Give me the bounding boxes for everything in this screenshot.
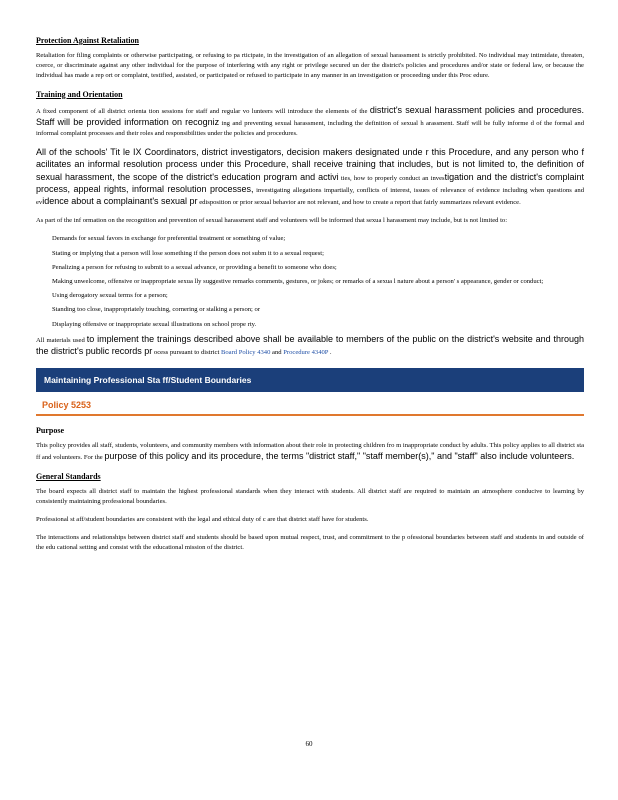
text-run: investigating allegations impartially, conflicts of interest, issues of relevance of evidence including when questions and ev: [36, 186, 584, 207]
bullet-list: [36, 234, 584, 329]
paragraph-training-3: As part of the inf ormation on the recognition and prevention of sexual harassment staff and volunteers will be informed that sexua l harassment may include, but is not limited to:: [36, 217, 508, 225]
list-item: [36, 249, 584, 259]
page-number: 60: [305, 740, 313, 748]
bullet-icon: [36, 320, 52, 330]
text-run: idence about a complainant's sexual pr: [42, 196, 198, 207]
board-policy-link[interactable]: Board Policy 4340: [220, 349, 271, 357]
list-item-text: Standing too close, inappropriately touching, cornering or stalking a person; or: [52, 306, 261, 314]
bullet-icon: [36, 305, 52, 315]
list-item: [36, 263, 584, 273]
bullet-icon: [36, 277, 52, 287]
text-run: ing and preventing sexual harassment, including the definition of sexual h arassment. Staff will be fully informe d of the formal and informal complaint processes and their roles and responsibilities under the policies and procedures.: [36, 119, 585, 138]
text-run: edisposition or prior sexual behavior are not relevant, and how to create a report that fairly summarizes relevant evidence.: [197, 199, 521, 207]
text-run: to implement the trainings described above shall be available to members of the public on the district's website and through the district's public records pr: [36, 333, 585, 357]
list-item: [36, 320, 584, 330]
bullet-icon: [36, 263, 52, 273]
section-heading-standards: General Standards: [36, 471, 101, 481]
policy-label: Policy 5253: [36, 396, 584, 416]
bullet-icon: [36, 234, 52, 244]
paragraph-protection: Retaliation for filing complaints or otherwise participating, or refusing to pa rticipate, in the investigation of an allegation of sexual harassment is strictly prohibited. No individual may intimidate, threaten, coerce, or discriminate against any other individual for the purpose of interfering with any right or privilege secured un der the district's policies and procedures and/or state or federal law, or because the individual has made a rep ort or complaint, testified, assisted, or participated or refused to participate in any manner in an investigation or proceeding under this Proc edure.: [36, 52, 584, 80]
bullet-icon: [36, 249, 52, 259]
text-run: This policy provides all staff, students, volunteers, and community members with information about their role in protecting children fro m inappropriate conduct by adults. This policy applies to all district sta ff and volunteers. For the: [36, 442, 584, 462]
policy-header: [36, 396, 584, 416]
paragraph-standards-3: The interactions and relationships between district staff and students should be based upon mutual respect, trust, and commitment to the p ofessional boundaries between staff and students in and outside of the edu cational setting and consist with the educational mission of the district.: [36, 534, 584, 552]
paragraph-standards-1: The board expects all district staff to maintain the highest professional standards when they interact with students. All district staff are required to maintain an atmosphere conducive to learning by consistently maintaining professional boundaries.: [36, 487, 584, 505]
bullet-icon: [36, 291, 52, 301]
paragraph-training-2: [36, 147, 584, 208]
paragraph-standards-2: Professional st aff/student boundaries are consistent with the legal and ethical duty of c are that district staff have for students.: [36, 516, 369, 524]
list-item-text: Displaying offensive or inappropriate sexual illustrations on school prope rty.: [52, 320, 257, 328]
text-run: and: [270, 349, 284, 357]
procedure-link[interactable]: Procedure 4340P: [283, 349, 329, 357]
list-item: [36, 305, 584, 315]
text-run: All materials used: [36, 336, 87, 344]
text-run: A fixed component of all district orienta tion sessions for staff and regular vo lunteers will introduce the elements of the: [36, 107, 370, 115]
text-run: ocess pursuant to district: [152, 349, 221, 357]
text-run: purpose of this policy and its procedure, the terms "district staff," "staff member(s)," and "staff" also include volunteers.: [104, 451, 575, 462]
list-item: [36, 291, 584, 301]
list-item: [36, 234, 584, 244]
section-heading-protection: Protection Against Retaliation: [36, 36, 139, 45]
text-run: All of the schools' Tit le IX Coordinators, district investigators, decision makers designated unde r this Procedure, and any person who f acilitates an informal resolution process under this Procedure, shall receive training that includes, but is not limited to, the definition of s: [36, 147, 584, 182]
list-item-text: Making unwelcome, offensive or inappropriate sexua lly suggestive remarks comments, gestures, or jokes; or remarks of a sexua l nature about a person' s appearance, gender or conduct;: [52, 278, 544, 286]
section-heading-purpose: Purpose: [36, 426, 64, 436]
text-run: district's sexual harassment policies and procedures. Staff will be provided information on recogniz: [36, 104, 584, 127]
page-content: [36, 36, 584, 562]
paragraph-training-1: [36, 105, 584, 140]
text-run: .: [328, 349, 332, 357]
section-banner: Maintaining Professional Sta ff/Student Boundaries: [36, 368, 584, 392]
text-run: ties, how to properly conduct an inves: [338, 174, 445, 182]
list-item-text: Stating or implying that a person will lose something if the person does not subm it to a sexual request;: [52, 249, 324, 257]
paragraph-purpose: [36, 441, 584, 463]
paragraph-training-4: [36, 334, 584, 358]
list-item-text: Using derogatory sexual terms for a person;: [52, 292, 168, 300]
list-item: [36, 277, 584, 287]
section-heading-training: Training and Orientation: [36, 89, 123, 99]
list-item-text: Demands for sexual favors in exchange for preferential treatment or something of value;: [52, 235, 286, 243]
text-run: exual harassment, the scope of the district's education program and activi: [40, 171, 339, 182]
text-run: tigation and the district's complaint process, appeal rights, informal resolution processes,: [36, 171, 585, 194]
list-item-text: Penalizing a person for refusing to submit to a sexual advance, or providing a benefit to someone who does;: [52, 263, 337, 271]
